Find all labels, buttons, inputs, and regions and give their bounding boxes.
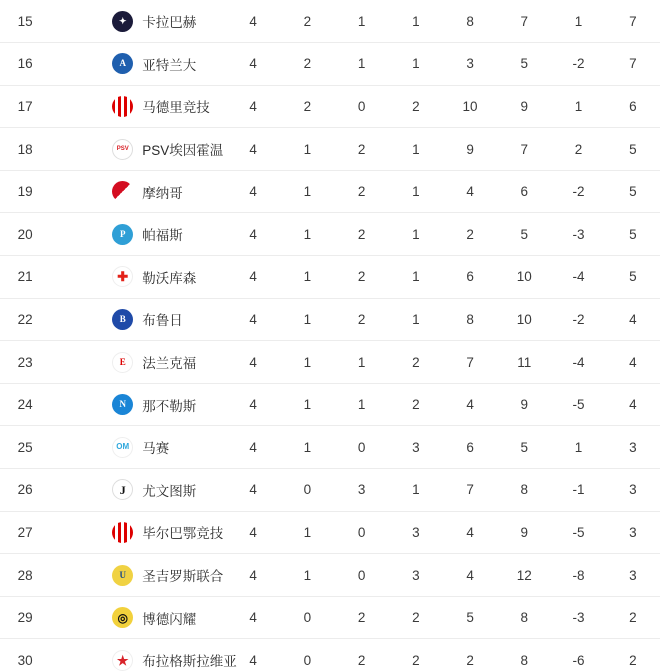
cell-goal-diff: -2 <box>551 43 605 86</box>
cell-won: 1 <box>280 213 334 256</box>
cell-rank: 17 <box>0 85 50 128</box>
cell-won: 1 <box>280 128 334 171</box>
cell-goals-for: 7 <box>443 341 497 384</box>
table-row[interactable] <box>0 426 660 469</box>
cell-points: 5 <box>606 170 660 213</box>
cell-played: 4 <box>226 639 280 672</box>
cell-goal-diff: -2 <box>551 170 605 213</box>
cell-lost: 3 <box>389 554 443 597</box>
cell-drawn: 1 <box>334 341 388 384</box>
cell-lost: 1 <box>389 43 443 86</box>
table-row[interactable] <box>0 469 660 512</box>
cell-goal-diff: -6 <box>551 639 605 672</box>
cell-lost: 2 <box>389 639 443 672</box>
cell-rank: 26 <box>0 469 50 512</box>
table-row[interactable] <box>0 511 660 554</box>
cell-goal-diff: -4 <box>551 256 605 299</box>
cell-won: 0 <box>280 469 334 512</box>
cell-goal-diff: 1 <box>551 426 605 469</box>
cell-goals-for: 8 <box>443 0 497 43</box>
cell-rank: 21 <box>0 256 50 299</box>
cell-team <box>50 298 226 341</box>
cell-team <box>50 43 226 86</box>
cell-points: 4 <box>606 298 660 341</box>
table-row[interactable] <box>0 256 660 299</box>
cell-played: 4 <box>226 213 280 256</box>
cell-goal-diff: -4 <box>551 341 605 384</box>
cell-played: 4 <box>226 596 280 639</box>
cell-goals-for: 10 <box>443 85 497 128</box>
team-name: 法兰克福 <box>142 356 197 372</box>
cell-team <box>50 256 226 299</box>
cell-goal-diff: 2 <box>551 128 605 171</box>
cell-drawn: 1 <box>334 0 388 43</box>
team-name: 勒沃库森 <box>142 270 197 286</box>
cell-team <box>50 383 226 426</box>
cell-won: 1 <box>280 170 334 213</box>
cell-lost: 1 <box>389 298 443 341</box>
cell-drawn: 0 <box>334 511 388 554</box>
cell-played: 4 <box>226 85 280 128</box>
cell-goal-diff: -8 <box>551 554 605 597</box>
cell-team <box>50 639 237 672</box>
cell-rank: 20 <box>0 213 50 256</box>
cell-goals-against: 11 <box>497 341 551 384</box>
cell-goal-diff: 1 <box>551 85 605 128</box>
team-crest-icon: N <box>112 394 133 415</box>
cell-played: 4 <box>226 170 280 213</box>
cell-won: 1 <box>280 298 334 341</box>
cell-goals-for: 2 <box>443 639 497 672</box>
team-crest-icon: PSV <box>112 139 133 160</box>
team-crest-icon: ◎ <box>112 607 133 628</box>
cell-drawn: 2 <box>334 596 388 639</box>
table-row[interactable] <box>0 213 660 256</box>
cell-won: 2 <box>280 85 334 128</box>
cell-won: 0 <box>280 596 334 639</box>
team-crest-icon: P <box>112 224 133 245</box>
cell-goals-for: 4 <box>443 511 497 554</box>
cell-goals-against: 9 <box>497 383 551 426</box>
cell-played: 4 <box>226 383 280 426</box>
cell-goals-for: 5 <box>443 596 497 639</box>
cell-goal-diff: -1 <box>551 469 605 512</box>
team-name: 那不勒斯 <box>142 398 197 414</box>
cell-played: 4 <box>226 128 280 171</box>
cell-points: 7 <box>606 43 660 86</box>
cell-points: 2 <box>606 596 660 639</box>
team-crest-icon: ★ <box>112 650 133 671</box>
cell-goals-for: 4 <box>443 554 497 597</box>
team-name: 博德闪耀 <box>142 611 197 627</box>
cell-drawn: 2 <box>334 298 388 341</box>
cell-played: 4 <box>226 511 280 554</box>
cell-lost: 3 <box>389 511 443 554</box>
table-row[interactable] <box>0 43 660 86</box>
team-crest-icon: A <box>112 53 133 74</box>
cell-points: 5 <box>606 256 660 299</box>
cell-lost: 2 <box>389 383 443 426</box>
cell-goals-for: 9 <box>443 128 497 171</box>
cell-played: 4 <box>226 0 280 43</box>
cell-goals-against: 9 <box>497 511 551 554</box>
cell-rank: 16 <box>0 43 50 86</box>
cell-points: 4 <box>606 383 660 426</box>
team-name: 摩纳哥 <box>142 185 183 201</box>
cell-goal-diff: -5 <box>551 511 605 554</box>
team-name: PSV埃因霍温 <box>142 143 224 159</box>
cell-points: 5 <box>606 213 660 256</box>
team-name: 圣吉罗斯联合 <box>142 569 224 585</box>
cell-won: 1 <box>280 426 334 469</box>
team-crest-icon: U <box>112 565 133 586</box>
cell-goals-against: 10 <box>497 298 551 341</box>
cell-rank: 29 <box>0 596 50 639</box>
cell-goals-for: 3 <box>443 43 497 86</box>
cell-goals-against: 7 <box>497 0 551 43</box>
cell-points: 4 <box>606 341 660 384</box>
cell-goals-for: 4 <box>443 170 497 213</box>
cell-rank: 28 <box>0 554 50 597</box>
team-name: 亚特兰大 <box>142 57 197 73</box>
cell-won: 1 <box>280 256 334 299</box>
cell-goals-against: 8 <box>497 469 551 512</box>
cell-goals-against: 12 <box>497 554 551 597</box>
cell-goals-against: 5 <box>497 43 551 86</box>
cell-goals-for: 2 <box>443 213 497 256</box>
cell-goals-against: 10 <box>497 256 551 299</box>
cell-rank: 25 <box>0 426 50 469</box>
cell-rank: 30 <box>0 639 50 672</box>
cell-drawn: 0 <box>334 554 388 597</box>
team-name: 尤文图斯 <box>142 483 197 499</box>
cell-drawn: 0 <box>334 426 388 469</box>
table-row[interactable] <box>0 554 660 597</box>
cell-played: 4 <box>226 426 280 469</box>
cell-goal-diff: -2 <box>551 298 605 341</box>
table-row[interactable] <box>0 383 660 426</box>
cell-drawn: 1 <box>334 43 388 86</box>
cell-drawn: 1 <box>334 383 388 426</box>
table-row[interactable] <box>0 85 660 128</box>
cell-lost: 1 <box>389 0 443 43</box>
team-name: 卡拉巴赫 <box>142 15 197 31</box>
team-crest-icon: B <box>112 309 133 330</box>
team-name: 毕尔巴鄂竞技 <box>142 526 224 542</box>
cell-played: 4 <box>226 341 280 384</box>
cell-team <box>50 596 226 639</box>
cell-points: 5 <box>606 128 660 171</box>
cell-goal-diff: -3 <box>551 213 605 256</box>
cell-drawn: 0 <box>334 85 388 128</box>
cell-points: 7 <box>606 0 660 43</box>
team-crest-icon: ✚ <box>112 266 133 287</box>
cell-points: 3 <box>606 426 660 469</box>
cell-goals-for: 6 <box>443 256 497 299</box>
cell-team <box>50 341 226 384</box>
cell-won: 1 <box>280 511 334 554</box>
cell-won: 2 <box>280 43 334 86</box>
cell-goals-for: 6 <box>443 426 497 469</box>
cell-lost: 1 <box>389 256 443 299</box>
team-crest-icon: OM <box>112 437 133 458</box>
cell-team <box>50 0 226 43</box>
cell-points: 3 <box>606 554 660 597</box>
cell-rank: 22 <box>0 298 50 341</box>
cell-team <box>50 469 226 512</box>
table-row[interactable] <box>0 596 660 639</box>
cell-lost: 1 <box>389 170 443 213</box>
cell-played: 4 <box>226 43 280 86</box>
cell-goal-diff: 1 <box>551 0 605 43</box>
cell-points: 3 <box>606 511 660 554</box>
cell-won: 1 <box>280 341 334 384</box>
team-crest-icon: J <box>112 479 133 500</box>
cell-drawn: 2 <box>334 128 388 171</box>
cell-team <box>50 170 226 213</box>
cell-goal-diff: -5 <box>551 383 605 426</box>
cell-rank: 23 <box>0 341 50 384</box>
cell-goals-for: 7 <box>443 469 497 512</box>
cell-rank: 15 <box>0 0 50 43</box>
cell-goals-against: 9 <box>497 85 551 128</box>
cell-goals-against: 7 <box>497 128 551 171</box>
cell-team <box>50 213 226 256</box>
cell-drawn: 2 <box>334 170 388 213</box>
cell-goals-for: 8 <box>443 298 497 341</box>
cell-rank: 19 <box>0 170 50 213</box>
team-crest-icon <box>112 181 133 202</box>
cell-goals-for: 4 <box>443 383 497 426</box>
cell-points: 6 <box>606 85 660 128</box>
cell-played: 4 <box>226 469 280 512</box>
cell-played: 4 <box>226 256 280 299</box>
cell-goal-diff: -3 <box>551 596 605 639</box>
table-row[interactable] <box>0 170 660 213</box>
cell-lost: 1 <box>389 213 443 256</box>
cell-drawn: 2 <box>334 256 388 299</box>
team-crest-icon: E <box>112 352 133 373</box>
cell-won: 0 <box>280 639 334 672</box>
table-row[interactable] <box>0 128 660 171</box>
cell-goals-against: 8 <box>497 596 551 639</box>
cell-team <box>50 426 226 469</box>
cell-team <box>50 128 226 171</box>
team-name: 布鲁日 <box>142 313 183 329</box>
cell-goals-against: 6 <box>497 170 551 213</box>
cell-goals-against: 5 <box>497 213 551 256</box>
team-name: 帕福斯 <box>142 228 183 244</box>
team-crest-icon: ✦ <box>112 11 133 32</box>
cell-rank: 18 <box>0 128 50 171</box>
cell-points: 3 <box>606 469 660 512</box>
table-row[interactable] <box>0 341 660 384</box>
table-row[interactable] <box>0 298 660 341</box>
cell-lost: 2 <box>389 341 443 384</box>
cell-played: 4 <box>226 298 280 341</box>
cell-drawn: 2 <box>334 213 388 256</box>
cell-team <box>50 511 226 554</box>
cell-team <box>50 554 226 597</box>
cell-rank: 27 <box>0 511 50 554</box>
cell-played: 4 <box>226 554 280 597</box>
table-row[interactable] <box>0 639 660 672</box>
cell-rank: 24 <box>0 383 50 426</box>
cell-lost: 1 <box>389 128 443 171</box>
table-row[interactable] <box>0 0 660 43</box>
team-crest-icon <box>112 96 133 117</box>
cell-lost: 2 <box>389 596 443 639</box>
cell-won: 1 <box>280 554 334 597</box>
cell-won: 2 <box>280 0 334 43</box>
cell-drawn: 3 <box>334 469 388 512</box>
cell-lost: 2 <box>389 85 443 128</box>
cell-goals-against: 5 <box>497 426 551 469</box>
team-name: 布拉格斯拉维亚 <box>142 654 237 670</box>
cell-won: 1 <box>280 383 334 426</box>
team-crest-icon <box>112 522 133 543</box>
cell-goals-against: 8 <box>497 639 551 672</box>
cell-drawn: 2 <box>334 639 388 672</box>
cell-points: 2 <box>606 639 660 672</box>
team-name: 马德里竞技 <box>142 100 210 116</box>
cell-lost: 1 <box>389 469 443 512</box>
team-name: 马赛 <box>142 441 170 457</box>
cell-team <box>50 85 226 128</box>
cell-lost: 3 <box>389 426 443 469</box>
